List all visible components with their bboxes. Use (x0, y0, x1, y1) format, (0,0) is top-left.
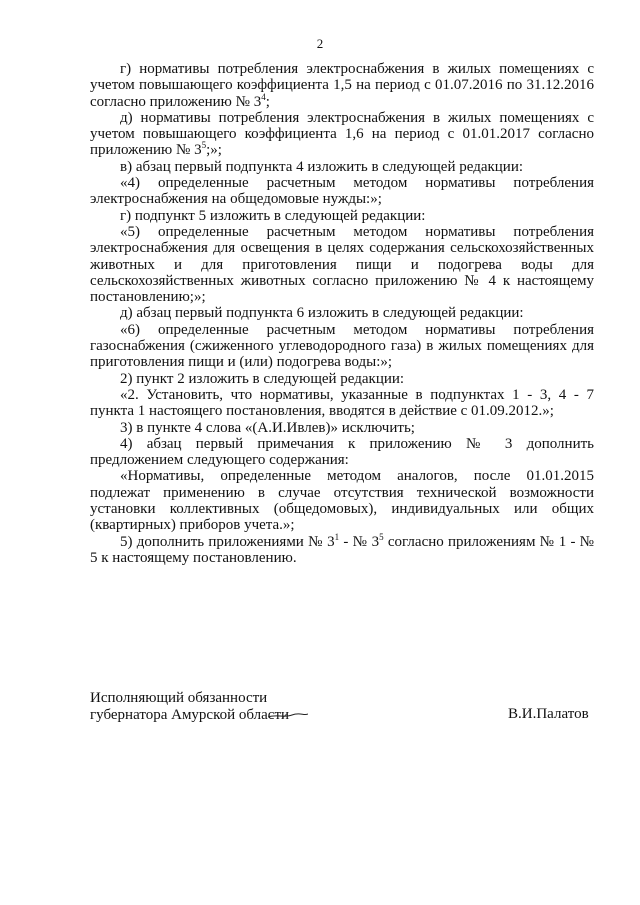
paragraph-text: г) нормативы потребления электроснабжения в жилых помещениях с учетом повышающего коэффициента 1,5 на период с 01.07.2016 по 31.12.2016 согласно приложению № 3 (90, 61, 594, 110)
paragraph-text: «4) определенные расчетным методом нормативы потребления электроснабжения на общедомовые нужды:»; (90, 175, 594, 208)
paragraph-text: «5) определенные расчетным методом нормативы потребления электроснабжения для освещения в целях содержания сельскохозяйственных животных и для приготовления пищи и подогрева воды для сельскохозяйственных животных согласно приложению № 4 к настоящему постановлению;»; (90, 223, 594, 306)
paragraph-text: в) абзац первый подпункта 4 изложить в следующей редакции: (120, 158, 524, 175)
signatory-name: В.И.Палатов (508, 706, 589, 722)
paragraph-text: 5) дополнить приложениями № 3 (120, 533, 335, 550)
handwritten-signature-stroke (268, 713, 308, 719)
paragraph-p2 (90, 110, 594, 159)
paragraph-text: г) подпункт 5 изложить в следующей редакции: (120, 207, 426, 224)
paragraph-text: д) нормативы потребления электроснабжения в жилых помещениях с учетом повышающего коэффициента 1,6 на период с 01.01.2017 согласно приложению № 3 (90, 109, 594, 159)
paragraph-text: 2) пункт 2 изложить в следующей редакции: (120, 370, 405, 387)
superscript: 5 (201, 140, 207, 151)
signature-position-line2: губернатора Амурской области (90, 707, 290, 723)
paragraph-text: согласно приложениям № 1 - № 5 к настоящему постановлению. (90, 533, 594, 566)
paragraph-p13 (90, 468, 594, 533)
paragraph-text: ; (265, 93, 270, 110)
paragraph-p8 (90, 322, 594, 371)
paragraph-text: «Нормативы, определенные методом аналогов, после 01.01.2015 подлежат применению в случае отсутствия технической возможности установки коллективных (общедомовых), индивидуальных или общих (квартирных) приборов учета.»; (90, 468, 594, 534)
signature-position (90, 690, 289, 724)
signature-position-line1: Исполняющий обязанности (90, 690, 268, 706)
paragraph-text: - № 3 (339, 533, 380, 550)
paragraph-p7 (90, 305, 594, 321)
paragraph-text: «2. Установить, что нормативы, указанные в подпунктах 1 - 3, 4 - 7 пункта 1 настоящего постановления, вводятся в действие с 01.09.2012.»; (90, 386, 594, 420)
paragraph-text: д) абзац первый подпункта 6 изложить в следующей редакции: (120, 305, 524, 322)
paragraph-p9 (90, 371, 594, 387)
superscript: 4 (261, 91, 266, 102)
paragraph-p3 (90, 159, 594, 175)
paragraph-text: 4) абзац первый примечания к приложению № 3 дополнить предложением следующего содержания: (90, 435, 594, 469)
paragraph-text: «6) определенные расчетным методом нормативы потребления газоснабжения (сжиженного углеводородного газа) в жилых помещениях для приготовления пищи и (или) подогрева воды:»; (90, 321, 594, 371)
page-number: 2 (316, 36, 324, 51)
paragraph-p11 (90, 420, 594, 436)
paragraph-p12 (90, 436, 594, 469)
paragraph-p1 (90, 61, 594, 110)
document-body (90, 61, 594, 566)
paragraph-text: ;»; (206, 142, 222, 159)
paragraph-p6 (90, 224, 594, 305)
superscript: 5 (379, 531, 384, 542)
paragraph-p5 (90, 208, 594, 224)
paragraph-p10 (90, 387, 594, 420)
paragraph-text: 3) в пункте 4 слова «(А.И.Ивлев)» исключить; (120, 419, 415, 436)
paragraph-p14 (90, 531, 594, 567)
paragraph-p4 (90, 175, 594, 208)
superscript: 1 (334, 531, 340, 542)
